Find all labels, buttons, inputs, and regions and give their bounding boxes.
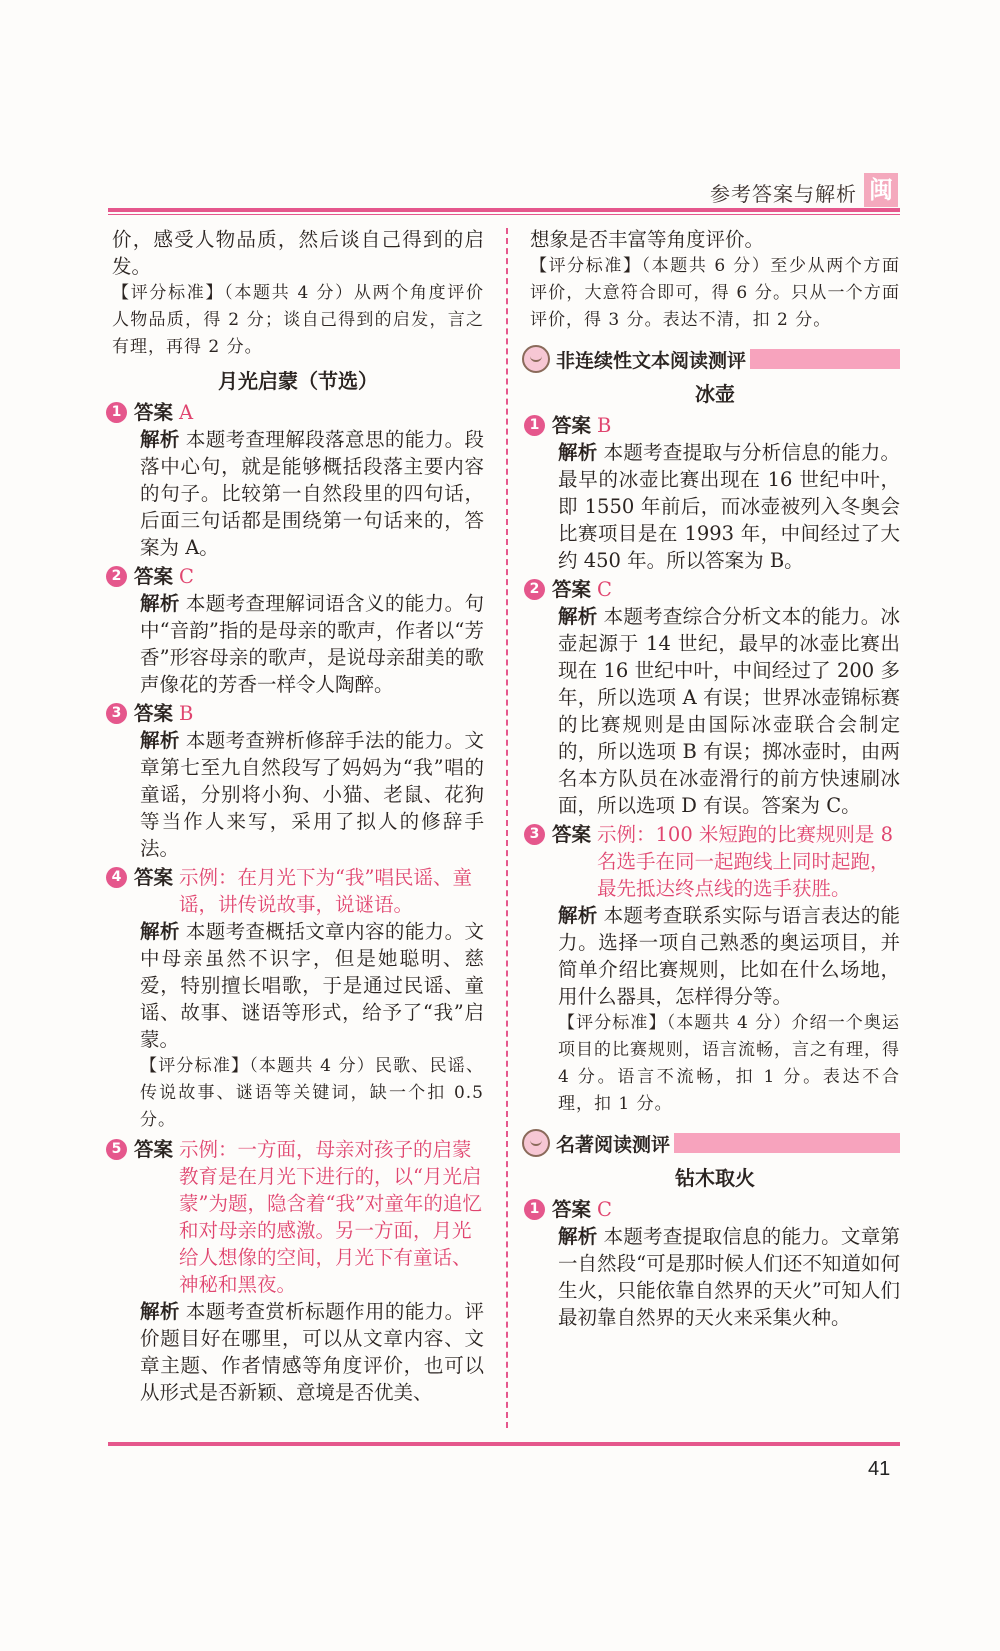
answer-row (112, 864, 484, 918)
column-divider (506, 228, 508, 1428)
answer-value: B (597, 414, 612, 437)
analysis: 解析 本题考查提取信息的能力。文章第一自然段“可是那时候人们还不知道如何生火，只能依靠自然界的天火”可知人们最初靠自然界的天火来采集火种。 (558, 1225, 900, 1329)
answer-row (112, 700, 484, 727)
answer-value: 示例：一方面，母亲对孩子的启蒙教育是在月光下进行的，以“月光启蒙”为题，隐含着“我”对童年的追忆和对母亲的感激。另一方面，月光给人想像的空间，月光下有童话、神秘和黑夜。 (179, 1138, 482, 1296)
left-column (112, 226, 484, 1406)
article-title: 钻木取火 (675, 1166, 755, 1190)
answer-value: C (597, 578, 612, 601)
answer-label: 答案 (134, 866, 174, 889)
reading-mascot-icon (522, 345, 550, 373)
answer-value: C (179, 565, 194, 588)
continued-text: 想象是否丰富等角度评价。 (530, 228, 765, 251)
right-column (530, 226, 900, 1331)
section-header-bar (750, 349, 900, 369)
section-header (530, 1128, 900, 1158)
question-number: 1 (106, 402, 127, 423)
score-criteria: 【评分标准】（本题共 4 分）介绍一个奥运项目的比赛规则，语言流畅，言之有理，得 4 分。语言不流畅，扣 1 分。表达不合理，扣 1 分。 (558, 1013, 900, 1114)
analysis: 解析 本题考查赏析标题作用的能力。评价题目好在哪里，可以从文章内容、文章主题、作者情感等角度评价，也可以从形式是否新颖、意境是否优美、 (140, 1300, 484, 1404)
analysis: 解析 本题考查提取与分析信息的能力。最早的冰壶比赛出现在 16 世纪中叶，即 1550 年前后，而冰壶被列入冬奥会比赛项目是在 1993 年，中间经过了大约 450 年。所以答案为 B。 (558, 441, 900, 572)
section-header-label: 非连续性文本阅读测评 (556, 349, 747, 372)
continued-text: 价，感受人物品质，然后谈自己得到的启发。 (112, 228, 484, 278)
analysis: 解析 本题考查理解段落意思的能力。段落中心句，就是能够概括段落主要内容的句子。比较第一自然段里的四句话，后面三句话都是围绕第一句话来的，答案为 A。 (140, 428, 484, 559)
bottom-rule (108, 1442, 900, 1446)
question-number: 1 (524, 1199, 545, 1220)
section-header-label: 名著阅读测评 (556, 1133, 671, 1156)
header-title: 参考答案与解析 (710, 182, 857, 206)
answer-row (530, 412, 900, 439)
answer-label: 答案 (134, 1138, 174, 1161)
reading-mascot-icon (522, 1129, 550, 1157)
answer-label: 答案 (552, 1198, 592, 1221)
question-number: 2 (524, 579, 545, 600)
article-title: 冰壶 (695, 382, 735, 406)
answer-row (112, 563, 484, 590)
answer-label: 答案 (134, 401, 174, 424)
analysis: 解析 本题考查综合分析文本的能力。冰壶起源于 14 世纪，最早的冰壶比赛出现在 16 世纪中叶，中间经过了 200 多年，所以选项 A 有误；世界冰壶锦标赛的比赛规则是由国际冰壶联合会制定的，所以选项 B 有误；掷冰壶时，由两名本方队员在冰壶滑行的前方快速刷冰面，所以选项 D 有误。答案为 C。 (558, 605, 900, 817)
question-number: 2 (106, 566, 127, 587)
answer-label: 答案 (134, 565, 174, 588)
question-number: 4 (106, 867, 127, 888)
header-stamp: 闽 (864, 173, 898, 207)
question-number: 3 (524, 824, 545, 845)
analysis: 解析 本题考查辨析修辞手法的能力。文章第七至九自然段写了妈妈为“我”唱的童谣，分别将小狗、小猫、老鼠、花狗等当作人来写，采用了拟人的修辞手法。 (140, 729, 484, 860)
answer-label: 答案 (134, 702, 174, 725)
section-header (530, 344, 900, 374)
answer-row (530, 576, 900, 603)
question-number: 1 (524, 415, 545, 436)
answer-value: B (179, 702, 194, 725)
answer-value: 示例：在月光下为“我”唱民谣、童谣，讲传说故事，说谜语。 (179, 866, 472, 916)
question-number: 3 (106, 703, 127, 724)
answer-value: C (597, 1198, 612, 1221)
page-number: 41 (868, 1458, 891, 1480)
score-criteria: 【评分标准】（本题共 4 分）民歌、民谣、传说故事、谜语等关键词，缺一个扣 0.5 分。 (140, 1056, 484, 1130)
top-rule-thin (108, 214, 900, 215)
answer-value: A (179, 401, 194, 424)
analysis: 解析 本题考查联系实际与语言表达的能力。选择一项自己熟悉的奥运项目，并简单介绍比赛规则，比如在什么场地，用什么器具，怎样得分等。 (558, 904, 900, 1008)
analysis: 解析 本题考查概括文章内容的能力。文中母亲虽然不识字，但是她聪明、慈爱，特别擅长唱歌，于是通过民谣、童谣、故事、谜语等形式，给予了“我”启蒙。 (140, 920, 484, 1051)
top-rule (108, 208, 900, 212)
answer-row (112, 399, 484, 426)
answer-row (530, 1196, 900, 1223)
answer-label: 答案 (552, 414, 592, 437)
answer-label: 答案 (552, 578, 592, 601)
section-title: 月光启蒙（节选） (218, 369, 378, 393)
question-number: 5 (106, 1139, 127, 1160)
score-criteria: 【评分标准】（本题共 4 分）从两个角度评价人物品质，得 2 分；谈自己得到的启发，言之有理，再得 2 分。 (112, 283, 484, 357)
answer-row (530, 821, 900, 902)
answer-label: 答案 (552, 823, 592, 846)
answer-row (112, 1136, 484, 1298)
score-criteria: 【评分标准】（本题共 6 分）至少从两个方面评价，大意符合即可，得 6 分。只从一个方面评价，得 3 分。表达不清，扣 2 分。 (530, 256, 900, 330)
answer-value: 示例：100 米短跑的比赛规则是 8 名选手在同一起跑线上同时起跑，最先抵达终点线的选手获胜。 (597, 823, 894, 900)
section-header-bar (674, 1133, 900, 1153)
analysis: 解析 本题考查理解词语含义的能力。句中“音韵”指的是母亲的歌声，作者以“芳香”形容母亲的歌声，是说母亲甜美的歌声像花的芳香一样令人陶醉。 (140, 592, 484, 696)
